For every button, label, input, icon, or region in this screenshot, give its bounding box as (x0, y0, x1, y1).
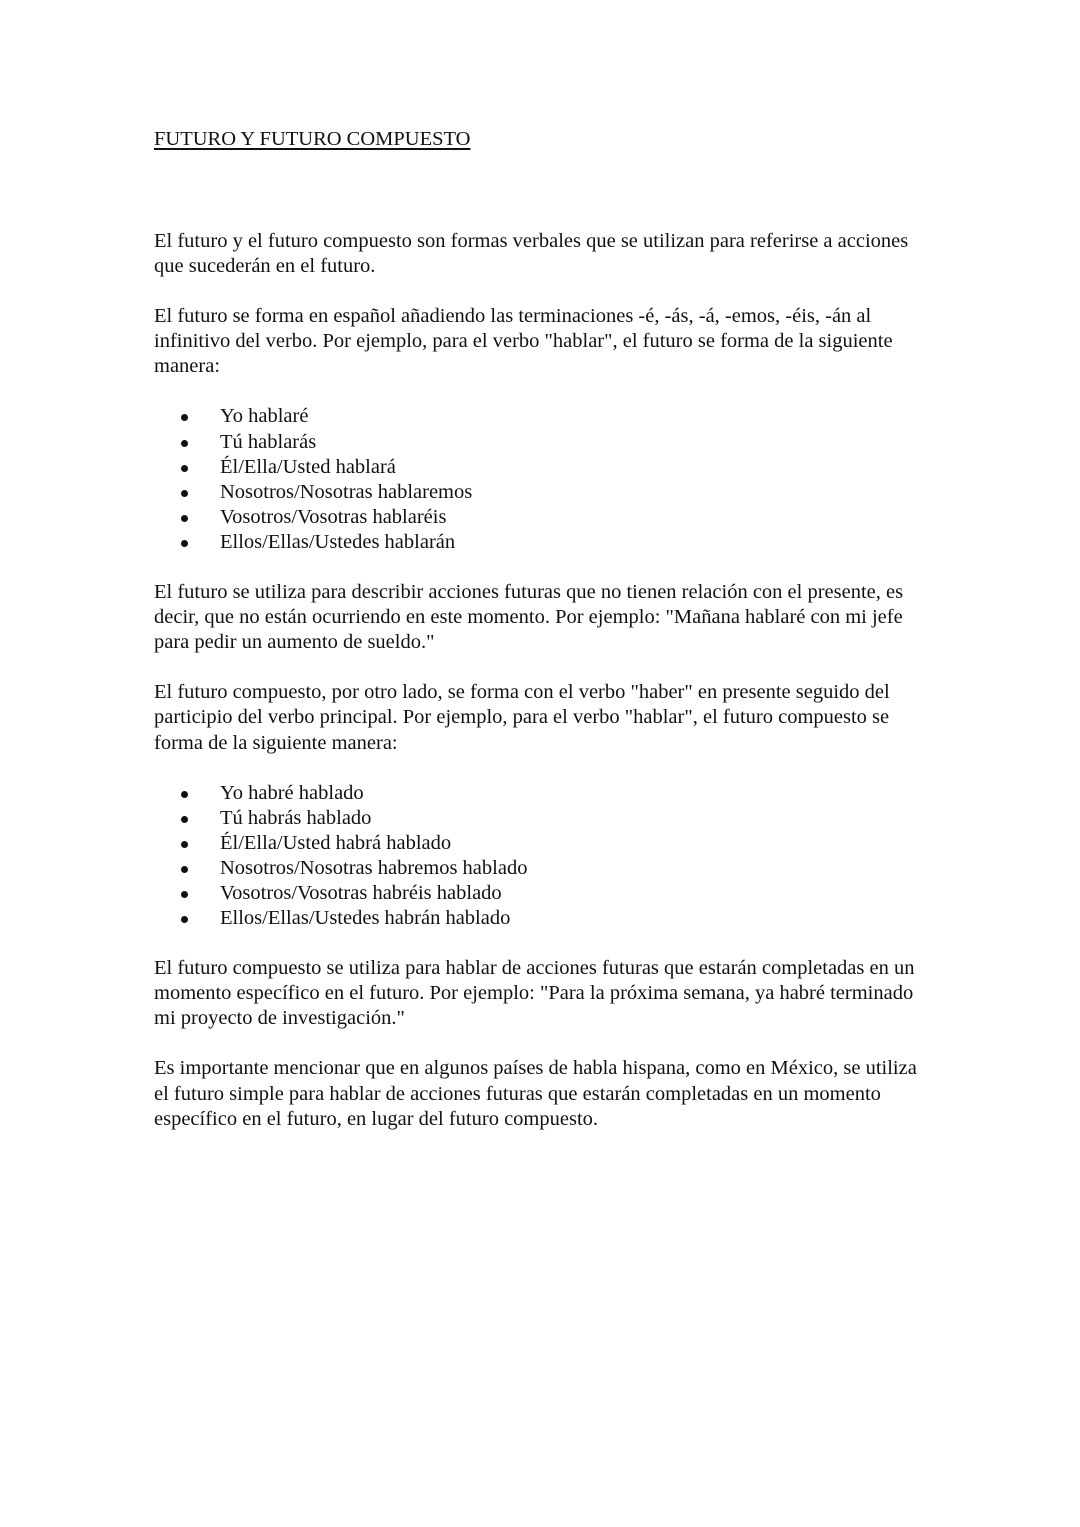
list-item (154, 881, 930, 906)
list-item (154, 831, 930, 856)
list-item (154, 530, 930, 555)
futuro-compuesto-formation-paragraph: El futuro compuesto, por otro lado, se forma con el verbo "haber" en presente seguido del participio del verbo principal. Por ejemplo, para el verbo "hablar", el futuro compuesto se forma de la siguiente manera: (154, 681, 890, 754)
list-item (154, 906, 930, 931)
list-item-text: Tú habrás hablado (220, 806, 372, 829)
intro-paragraph: El futuro y el futuro compuesto son formas verbales que se utilizan para referirse a acciones que sucederán en el futuro. (154, 230, 909, 278)
futuro-conjugation-list (154, 404, 930, 555)
futuro-formation-paragraph: El futuro se forma en español añadiendo las terminaciones -é, -ás, -á, -emos, -éis, -án al infinitivo del verbo. Por ejemplo, para el verbo "hablar", el futuro se forma de la siguiente manera: (154, 305, 893, 378)
futuro-compuesto-conjugation-list (154, 781, 930, 932)
list-item-text: Ellos/Ellas/Ustedes habrán hablado (220, 907, 511, 930)
list-item-text: Él/Ella/Usted hablará (220, 455, 396, 478)
list-item (154, 806, 930, 831)
page-title: FUTURO Y FUTURO COMPUESTO (154, 128, 471, 150)
list-item (154, 480, 930, 505)
document-content (154, 127, 930, 1157)
regional-note-paragraph: Es importante mencionar que en algunos países de habla hispana, como en México, se utiliza el futuro simple para hablar de acciones futuras que estarán completadas en un momento específico en el futuro, en lugar del futuro compuesto. (154, 1057, 917, 1130)
bullet-icon (181, 916, 188, 923)
bullet-icon (181, 816, 188, 823)
list-item (154, 856, 930, 881)
bullet-icon (181, 465, 188, 472)
list-item-text: Él/Ella/Usted habrá hablado (220, 831, 452, 854)
list-item-text: Nosotros/Nosotras hablaremos (220, 480, 473, 503)
bullet-icon (181, 841, 188, 848)
list-item-text: Vosotros/Vosotras habréis hablado (220, 881, 502, 904)
list-item-text: Vosotros/Vosotras hablaréis (220, 505, 447, 528)
list-item-text: Ellos/Ellas/Ustedes hablarán (220, 530, 456, 553)
list-item (154, 430, 930, 455)
futuro-compuesto-usage-paragraph: El futuro compuesto se utiliza para hablar de acciones futuras que estarán completadas en un momento específico en el futuro. Por ejemplo: "Para la próxima semana, ya habré terminado mi proyecto de investigación." (154, 957, 915, 1030)
list-item-text: Nosotros/Nosotras habremos hablado (220, 856, 528, 879)
futuro-usage-paragraph: El futuro se utiliza para describir acciones futuras que no tienen relación con el presente, es decir, que no están ocurriendo en este momento. Por ejemplo: "Mañana hablaré con mi jefe para pedir un aumento de sueldo." (154, 581, 904, 654)
bullet-icon (181, 891, 188, 898)
bullet-icon (181, 490, 188, 497)
bullet-icon (181, 866, 188, 873)
bullet-icon (181, 540, 188, 547)
bullet-icon (181, 414, 188, 421)
list-item-text: Tú hablarás (220, 430, 317, 453)
bullet-icon (181, 440, 188, 447)
list-item-text: Yo hablaré (220, 405, 309, 428)
list-item (154, 404, 930, 429)
bullet-icon (181, 515, 188, 522)
list-item (154, 455, 930, 480)
list-item (154, 781, 930, 806)
bullet-icon (181, 791, 188, 798)
list-item (154, 505, 930, 530)
list-item-text: Yo habré hablado (220, 781, 364, 804)
